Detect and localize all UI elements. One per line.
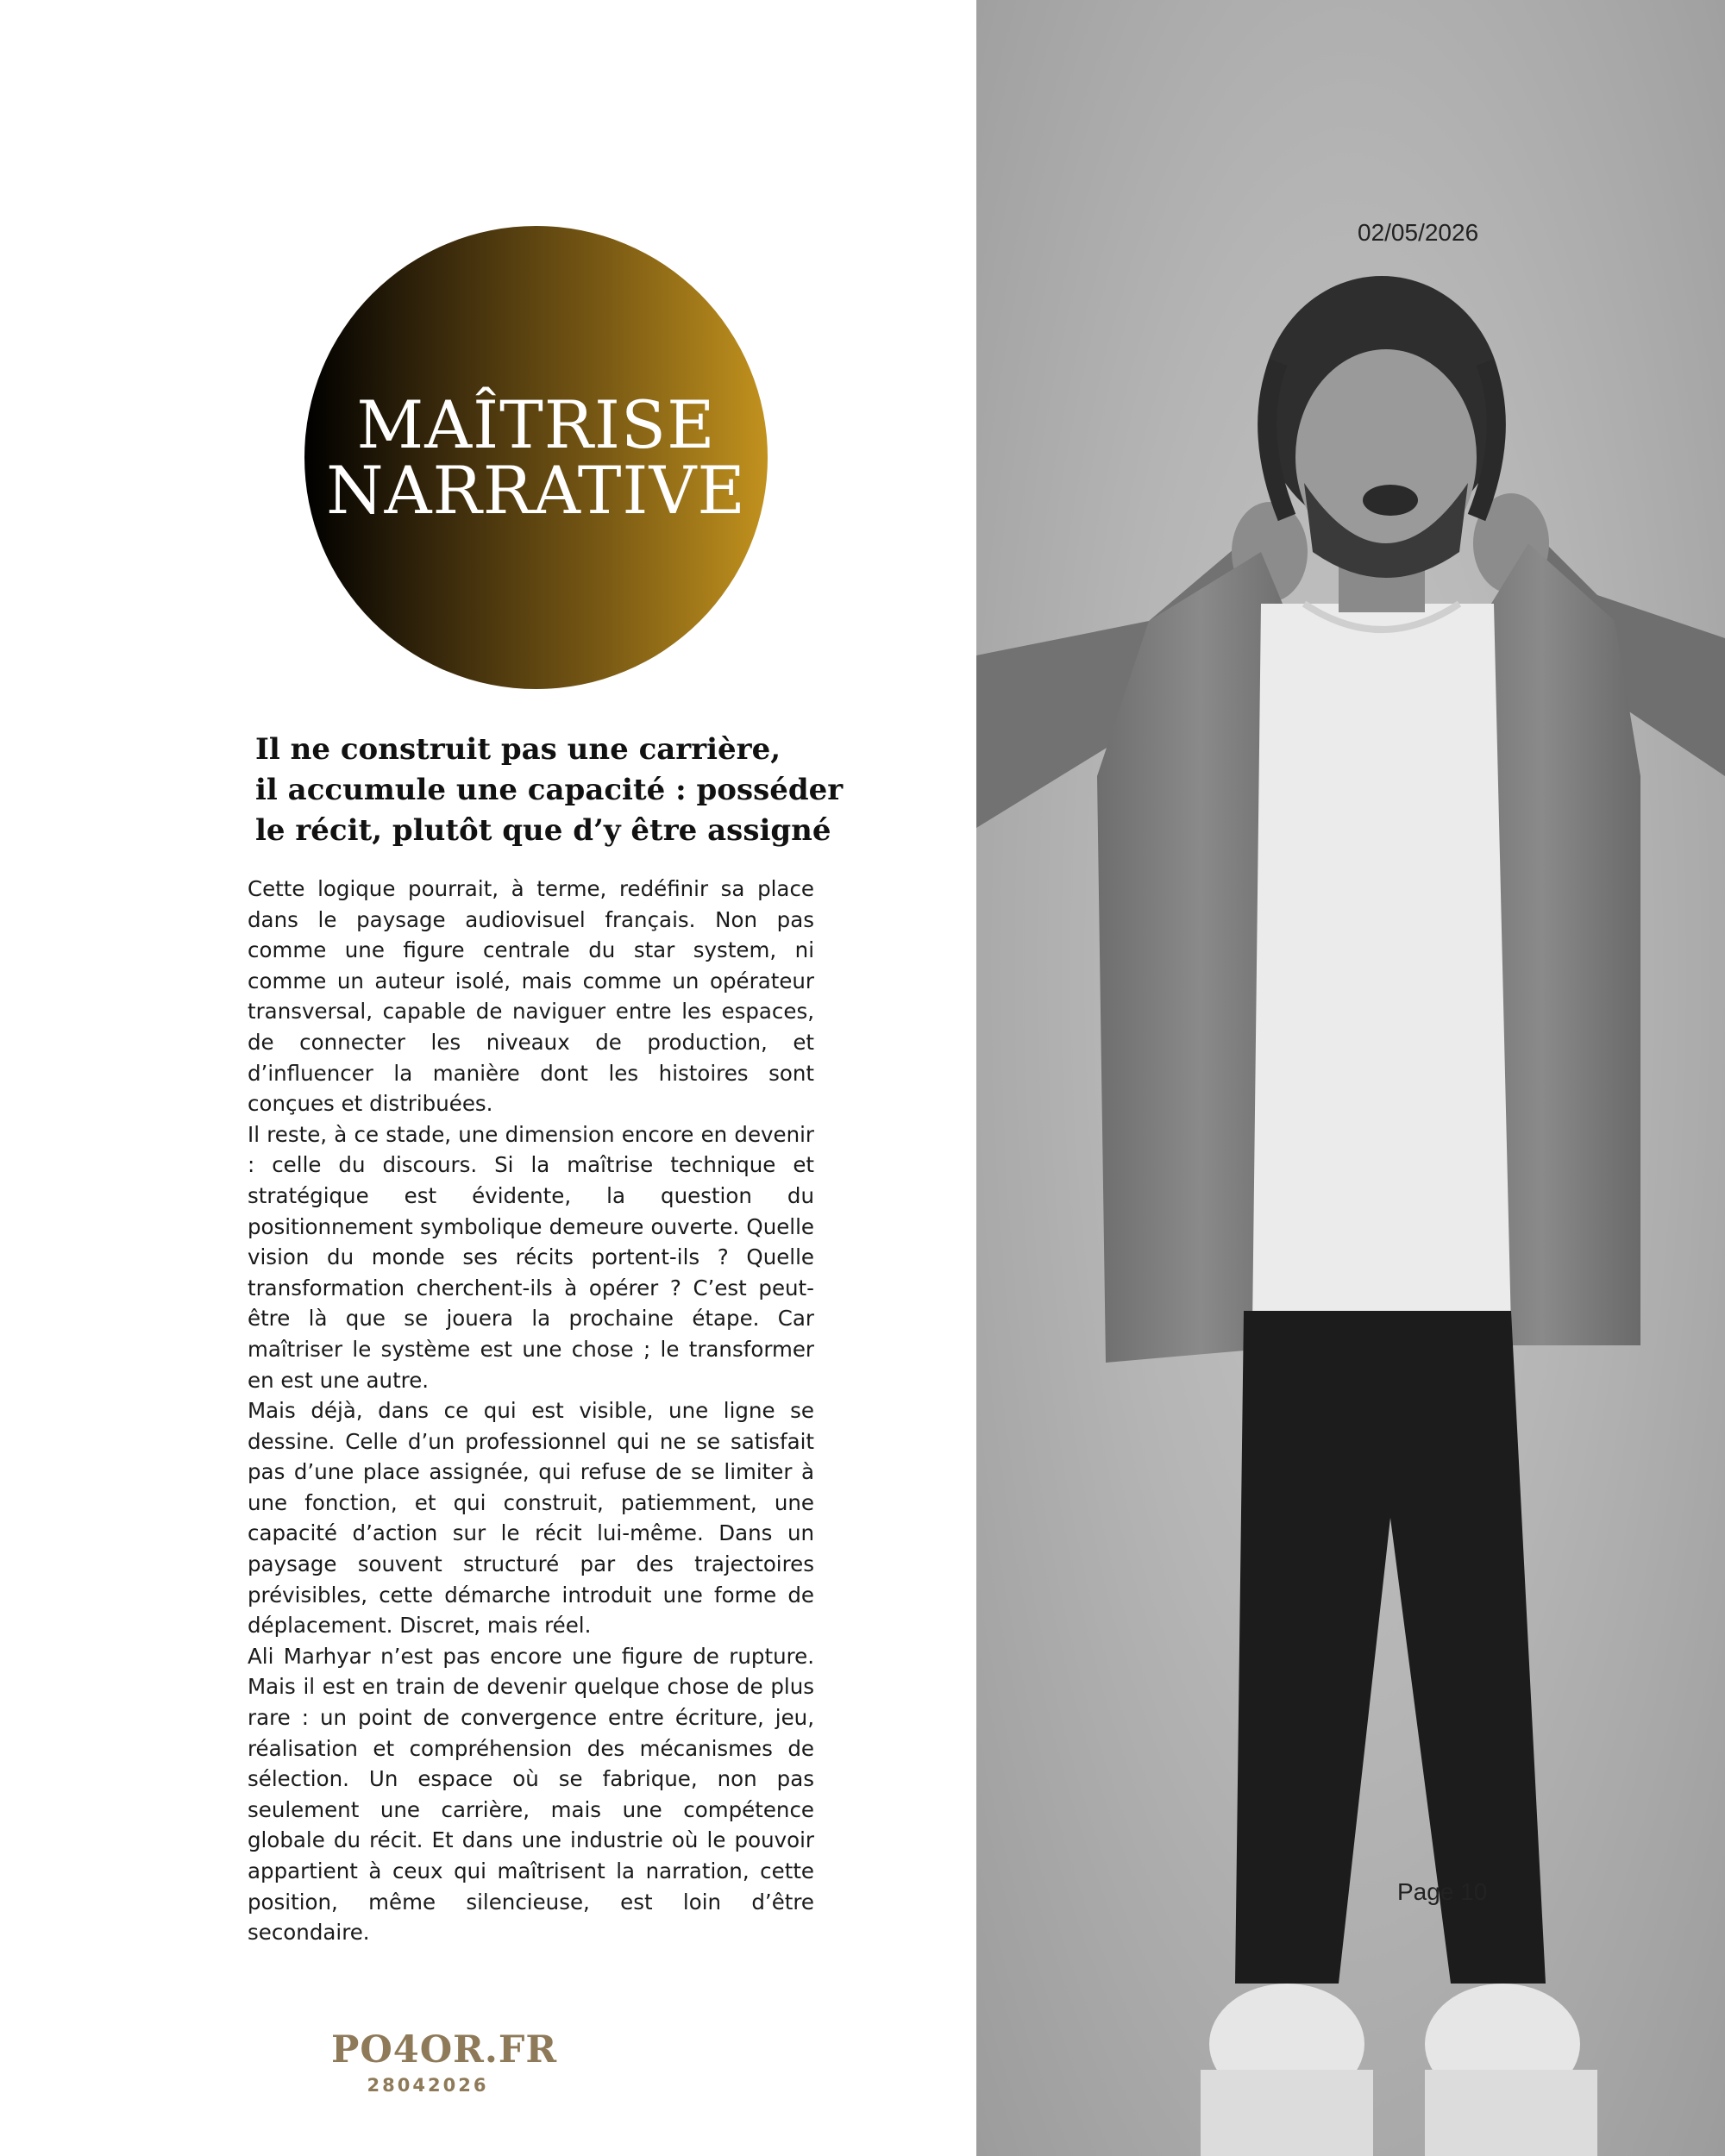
subtitle-line-2: il accumule une capacité : posséder	[255, 773, 844, 807]
article-paragraph-2: Il reste, à ce stade, une dimension encore en devenir : celle du discours. Si la maîtrise technique et stratégique est évidente, la question du positionnement symbolique demeure ouverte. Quelle vision du monde ses récits portent-ils ? Quelle transformation cherchent-ils à opérer ? C’est peut-être là que se jouera la prochaine étape. Car maîtriser le système est une chose ; le transformer en est une autre.	[248, 1121, 814, 1393]
portrait-photo	[976, 0, 1725, 2156]
article-paragraph-4: Ali Marhyar n’est pas encore une figure de rupture. Mais il est en train de devenir quelque chose de plus rare : un point de convergence entre écriture, jeu, réalisation et compréhension des mécanismes de sélection. Un espace où se fabrique, non pas seulement une carrière, mais une compétence globale du récit. Et dans une industrie où le pouvoir appartient à ceux qui maîtrisent la narration, cette position, même silencieuse, est loin d’être secondaire.	[248, 1643, 814, 1946]
portrait-illustration	[976, 0, 1725, 2156]
brand-logo: PO4OR.FR	[331, 2028, 558, 2071]
article-body	[248, 874, 814, 1948]
title-line-1: MAÎTRISE	[356, 385, 716, 463]
article-paragraph-1: Cette logique pourrait, à terme, redéfinir sa place dans le paysage audiovisuel français. Non pas comme une figure centrale du star system, ni comme un auteur isolé, mais comme un opérateur transversal, capable de naviguer entre les espaces, de connecter les niveaux de production, et d’influencer la manière dont les histoires sont conçues et distribuées.	[248, 876, 814, 1117]
date: 02/05/2026	[1358, 219, 1479, 246]
page-number: Page 10	[1397, 1878, 1488, 1905]
issue-code: 28042026	[367, 2075, 489, 2096]
subtitle	[255, 730, 844, 851]
article-paragraph-3: Mais déjà, dans ce qui est visible, une ligne se dessine. Celle d’un professionnel qui ne se satisfait pas d’une place assignée, qui refuse de se limiter à une fonction, et qui construit, patiemment, une capacité d’action sur le récit lui-même. Dans un paysage souvent structuré par des trajectoires prévisibles, cette démarche introduit une forme de déplacement. Discret, mais réel.	[248, 1398, 814, 1639]
title-line-2: NARRATIVE	[326, 451, 746, 529]
title-circle	[304, 226, 768, 689]
subtitle-line-3: le récit, plutôt que d’y être assigné	[255, 813, 831, 848]
subtitle-line-1: Il ne construit pas une carrière,	[255, 732, 781, 767]
